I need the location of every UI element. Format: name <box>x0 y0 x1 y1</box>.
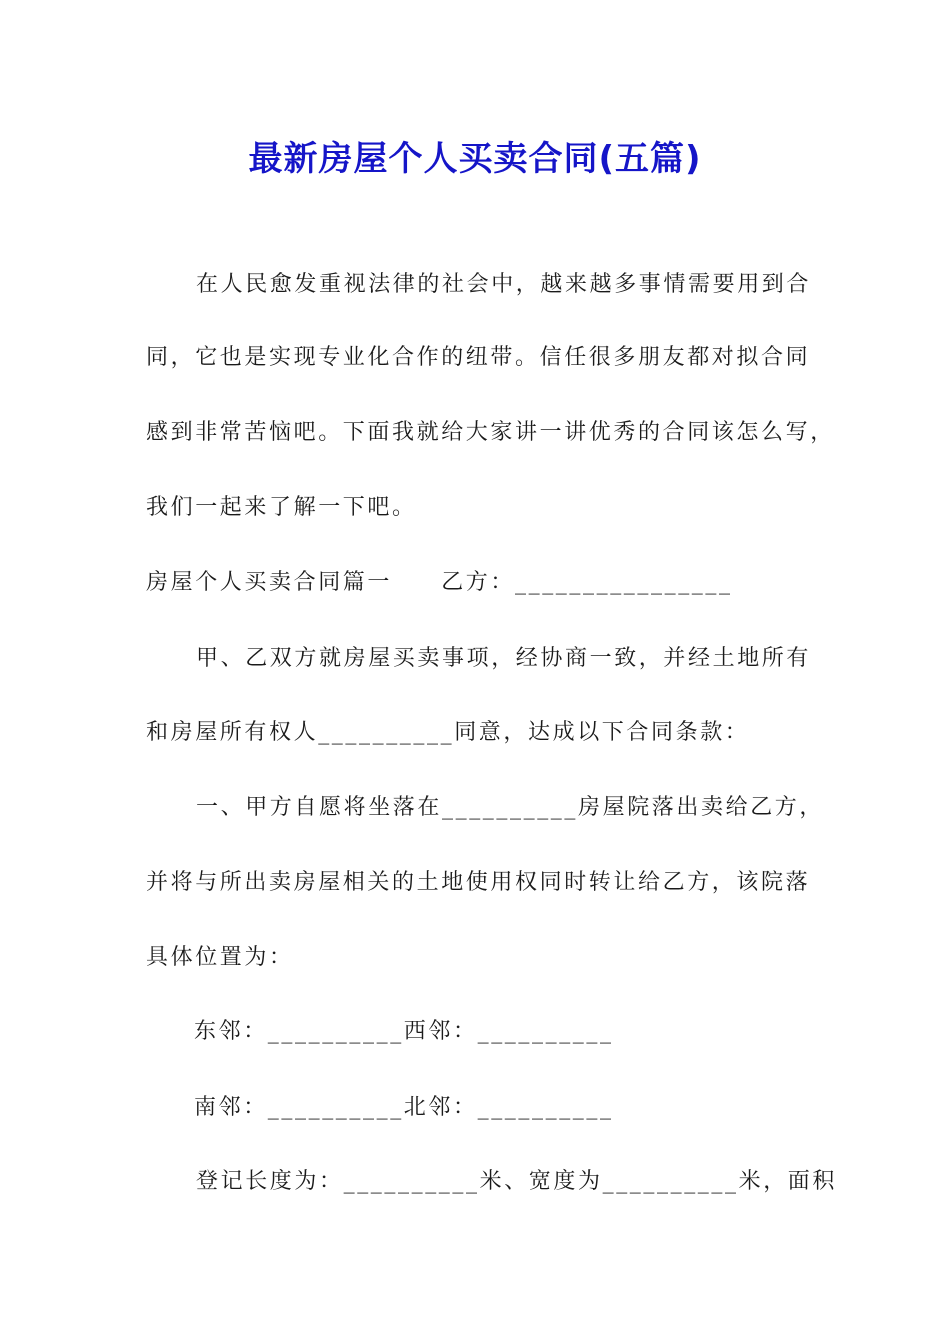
section-heading: 房屋个人买卖合同篇一 乙方：________________ <box>146 570 733 595</box>
neighbor-line: 南邻：__________北邻：__________ <box>194 1095 614 1120</box>
paragraph-line: 一、甲方自愿将坐落在__________房屋院落出卖给乙方， <box>196 795 825 820</box>
paragraph-line: 并将与所出卖房屋相关的土地使用权同时转让给乙方，该院落 <box>146 870 811 895</box>
paragraph-line: 和房屋所有权人__________同意，达成以下合同条款： <box>146 720 750 745</box>
document-title: 最新房屋个人买卖合同(五篇) <box>248 139 702 179</box>
paragraph-line: 登记长度为：__________米、宽度为__________米，面积 <box>196 1169 838 1194</box>
paragraph-line: 甲、乙双方就房屋买卖事项，经协商一致，并经土地所有 <box>196 646 812 671</box>
paragraph-line: 具体位置为： <box>146 945 294 970</box>
neighbor-line: 东邻：__________西邻：__________ <box>194 1019 614 1044</box>
paragraph-line: 感到非常苦恼吧。下面我就给大家讲一讲优秀的合同该怎么写， <box>146 420 835 445</box>
paragraph-line: 同，它也是实现专业化合作的纽带。信任很多朋友都对拟合同 <box>146 345 811 370</box>
paragraph-line: 我们一起来了解一下吧。 <box>146 495 417 520</box>
paragraph-line: 在人民愈发重视法律的社会中，越来越多事情需要用到合 <box>196 272 812 297</box>
